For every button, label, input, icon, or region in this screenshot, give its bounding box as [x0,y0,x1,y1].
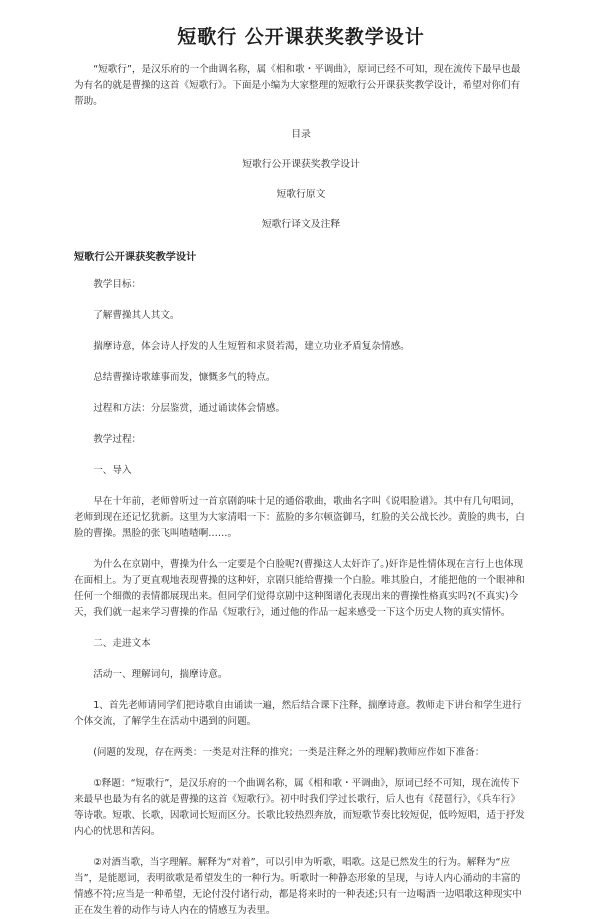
table-of-contents [74,128,528,232]
teaching-process-label: 教学过程： [93,434,142,445]
paragraph-problems: (问题的发现，存在两类：一类是对注释的推究；一类是注释之外的理解)教师应作如下准备： [93,747,485,758]
toc-heading: 目录 [291,129,311,140]
paragraph-white-face: 为什么在京剧中，曹操为什么一定要是个白脸呢?(曹操这人太奸诈了。)奸诈是性情体现在言行上也体现在面相上。为了更直观地表现曹操的这种奸，京剧只能给曹操一个白脸。唯其脸白，才能把他的一个眼神和任何一个细微的表情都展现出来。但同学们觉得京剧中这种图谱化表现出来的曹操性格真实吗?(不真实)今天，我们就一起来学习曹操的作品《短歌行》，通过他的作品一起来感受一下这个历史人物的真实情怀。 [74,559,525,618]
document-title: 短歌行 公开课获奖教学设计 [177,26,425,48]
paragraph-word-explain: ②对酒当歌，当字理解。解释为“对着”，可以引申为听歌，唱歌。这是已然发生的行为。解释为“应当”，是能愿词，表明欲歌是希望发生的一种行为。听歌时一种静态形象的呈现，与诗人内心涌动的丰富的情感不符;应当是一种希望，无论付没付诸行动，都是将来时的一种表述;只有一边喝酒一边唱歌这种现实中正在发生着的动作与诗人内在的情感互为表里。 [74,857,522,916]
toc-item-2[interactable]: 短歌行原文 [276,189,326,200]
part-1-heading: 一、导入 [93,465,132,476]
goal-3: 总结曹操诗歌雄事而发，慷慨多气的特点。 [93,372,276,383]
goal-1: 了解曹操其人其文。 [93,310,180,321]
intro-paragraph: “短歌行”，是汉乐府的一个曲调名称，属《相和歌・平调曲》，原词已经不可知，现在流传下最早也最为有名的就是曹操的这首《短歌行》。下面是小编为大家整理的短歌行公开课获奖教学设计，希望对你们有帮助。 [74,64,521,107]
toc-item-1[interactable]: 短歌行公开课获奖教学设计 [242,159,360,170]
activity-1-heading: 活动一、理解词句，揣摩诗意。 [93,669,228,680]
process-method: 过程和方法：分层鉴赏，通过诵读体会情感。 [93,403,286,414]
toc-item-3[interactable]: 短歌行译文及注释 [261,219,341,230]
paragraph-step-1: 1、首先老师请同学们把诗歌自由诵读一遍，然后结合课下注释，揣摩诗意。教师走下讲台和学生进行个体交流，了解学生在活动中遇到的问题。 [74,700,522,727]
teaching-goals-label: 教学目标： [93,279,142,290]
paragraph-title-explain: ①释题：“短歌行”，是汉乐府的一个曲调名称，属《相和歌・平调曲》，原词已经不可知，现在流传下来最早也最为有名的就是曹操的这首《短歌行》。初中时我们学过长歌行，后人也有《琵琶行》，《兵车行》等诗歌。短歌、长歌，因歌词长短而区分。长歌比较热烈奔放，而短歌节奏比较短促，低吟短唱，适于抒发内心的忧思和苦闷。 [74,778,525,837]
goal-2: 揣摩诗意，体会诗人抒发的人生短暂和求贤若渴，建立功业矛盾复杂情感。 [93,341,410,352]
part-2-heading: 二、走进文本 [93,638,151,649]
paragraph-intro-story: 早在十年前，老师曾听过一首京剧韵味十足的通俗歌曲，歌曲名字叫《说唱脸谱》。其中有几句唱词，老师到现在还记忆犹新。这里为大家清唱一下：蓝脸的多尔顿盗御马，红脸的关公战长沙。黄脸的典韦，白脸的曹操。黑脸的张飞叫喳喳啊……。 [74,496,525,539]
section-title: 短歌行公开课获奖教学设计 [74,252,197,263]
